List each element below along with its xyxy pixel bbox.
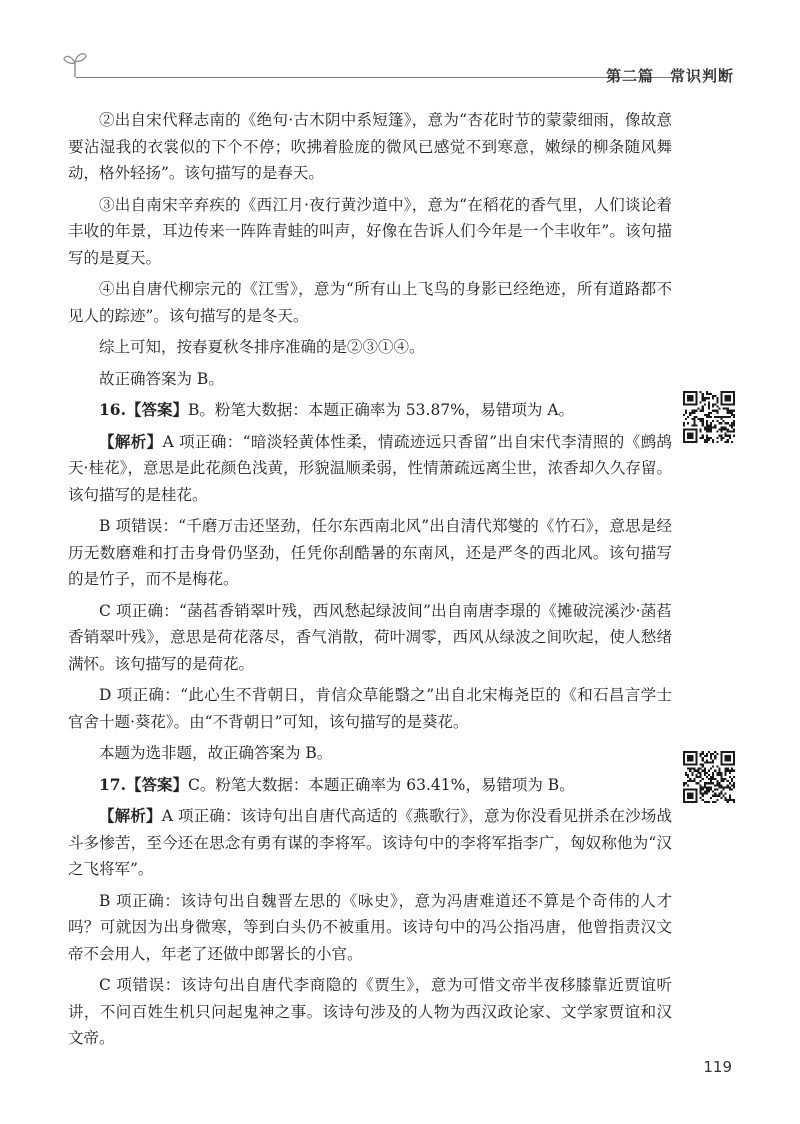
qr-code-icon[interactable]	[683, 391, 735, 443]
body-text: C 项错误：该诗句出自唐代李商隐的《贾生》，意为可惜文帝半夜移膝靠近贾谊听讲，不问百姓生机只问起鬼神之事。该诗句涉及的人物为西汉政论家、文学家贾谊和汉文帝。	[68, 976, 672, 1047]
label-text: 【答案】	[125, 400, 188, 419]
label-text: 【解析】	[99, 806, 162, 825]
paragraph	[68, 972, 672, 1052]
body-text: D 项正确：“此心生不背朝日，肯信众草能翳之”出自北宋梅尧臣的《和石昌言学士官舍十题·葵花》。由“不背朝日”可知，该句描写的是葵花。	[68, 686, 672, 731]
paragraph	[68, 803, 672, 883]
label-text: 【答案】	[125, 774, 188, 794]
answer-explanations	[68, 107, 672, 1057]
chapter-title: 第二篇 常识判断	[605, 67, 734, 85]
paragraph	[68, 107, 672, 187]
page-header	[62, 48, 734, 88]
paragraph	[68, 740, 672, 767]
paragraph	[68, 366, 672, 393]
label-text: 【解析】	[99, 431, 163, 451]
body-text: B。粉笔大数据：本题正确率为 53.87%，易错项为 A。	[187, 401, 575, 419]
paragraph	[68, 682, 672, 735]
page-number: 119	[703, 1058, 732, 1076]
paragraph	[68, 334, 672, 361]
label-text: 16.	[99, 400, 126, 419]
body-text: A 项正确：该诗句出自唐代高适的《燕歌行》，意为你没看见拼杀在沙场战斗多惨苦，至今还在思念有勇有谋的李将军。该诗句中的李将军指李广，匈奴称他为“汉之飞将军”。	[68, 807, 672, 878]
body-text: ③出自南宋辛弃疾的《西江月·夜行黄沙道中》，意为“在稻花的香气里，人们谈论着丰收的年景，耳边传来一阵阵青蛙的叫声，好像在告诉人们今年是一个丰收年”。该句描写的是夏天。	[68, 195, 672, 267]
body-text: B 项正确：该诗句出自魏晋左思的《咏史》，意为冯唐难道还不算是个奇伟的人才吗？可就因为出身微寒，等到白头仍不被重用。该诗句中的冯公指冯唐，他曾指责汉文帝不会用人，年老了还做中郎署长的小官。	[68, 891, 672, 963]
sprout-icon	[62, 48, 88, 78]
qr-code-icon[interactable]	[683, 751, 735, 803]
paragraph	[68, 192, 672, 272]
body-text: C。粉笔大数据：本题正确率为 63.41%，易错项为 B。	[187, 775, 575, 794]
header-rule	[76, 77, 672, 78]
body-text: 故正确答案为 B。	[99, 369, 224, 388]
body-text: 本题为选非题，故正确答案为 B。	[99, 744, 333, 762]
paragraph	[68, 276, 672, 329]
body-text: C 项正确：“菡萏香销翠叶残，西风愁起绿波间”出自南唐李璟的《摊破浣溪沙·菡萏香销翠叶残》，意思是荷花落尽，香气消散，荷叶凋零，西风从绿波之间吹起，使人愁绪满怀。该句描写的是荷花。	[68, 601, 672, 673]
paragraph	[68, 429, 672, 509]
paragraph	[68, 772, 672, 799]
body-text: ②出自宋代释志南的《绝句·古木阴中系短篷》，意为“杏花时节的蒙蒙细雨，像故意要沾湿我的衣裳似的下个不停；吹拂着脸庞的微风已感觉不到寒意，嫩绿的柳条随风舞动，格外轻扬”。该句描写的是春天。	[68, 111, 672, 182]
body-text: 综上可知，按春夏秋冬排序准确的是②③①④。	[99, 338, 425, 356]
paragraph	[68, 888, 672, 968]
paragraph	[68, 397, 672, 424]
body-text: B 项错误：“千磨万击还坚劲，任尔东西南北风”出自清代郑燮的《竹石》，意思是经历无数磨难和打击身骨仍坚劲，任凭你刮酷暑的东南风，还是严冬的西北风。该句描写的是竹子，而不是梅花。	[68, 517, 672, 588]
label-text: 17.	[99, 774, 126, 794]
paragraph	[68, 598, 672, 678]
body-text: ④出自唐代柳宗元的《江雪》，意为“所有山上飞鸟的身影已经绝迹，所有道路都不见人的踪迹”。该句描写的是冬天。	[68, 280, 672, 325]
paragraph	[68, 513, 672, 593]
body-text: A 项正确：“暗淡轻黄体性柔，情疏迹远只香留”出自宋代李清照的《鹧鸪天·桂花》，意思是此花颜色浅黄，形貌温顺柔弱，性情萧疏远离尘世，浓香却久久存留。该句描写的是桂花。	[68, 432, 672, 504]
